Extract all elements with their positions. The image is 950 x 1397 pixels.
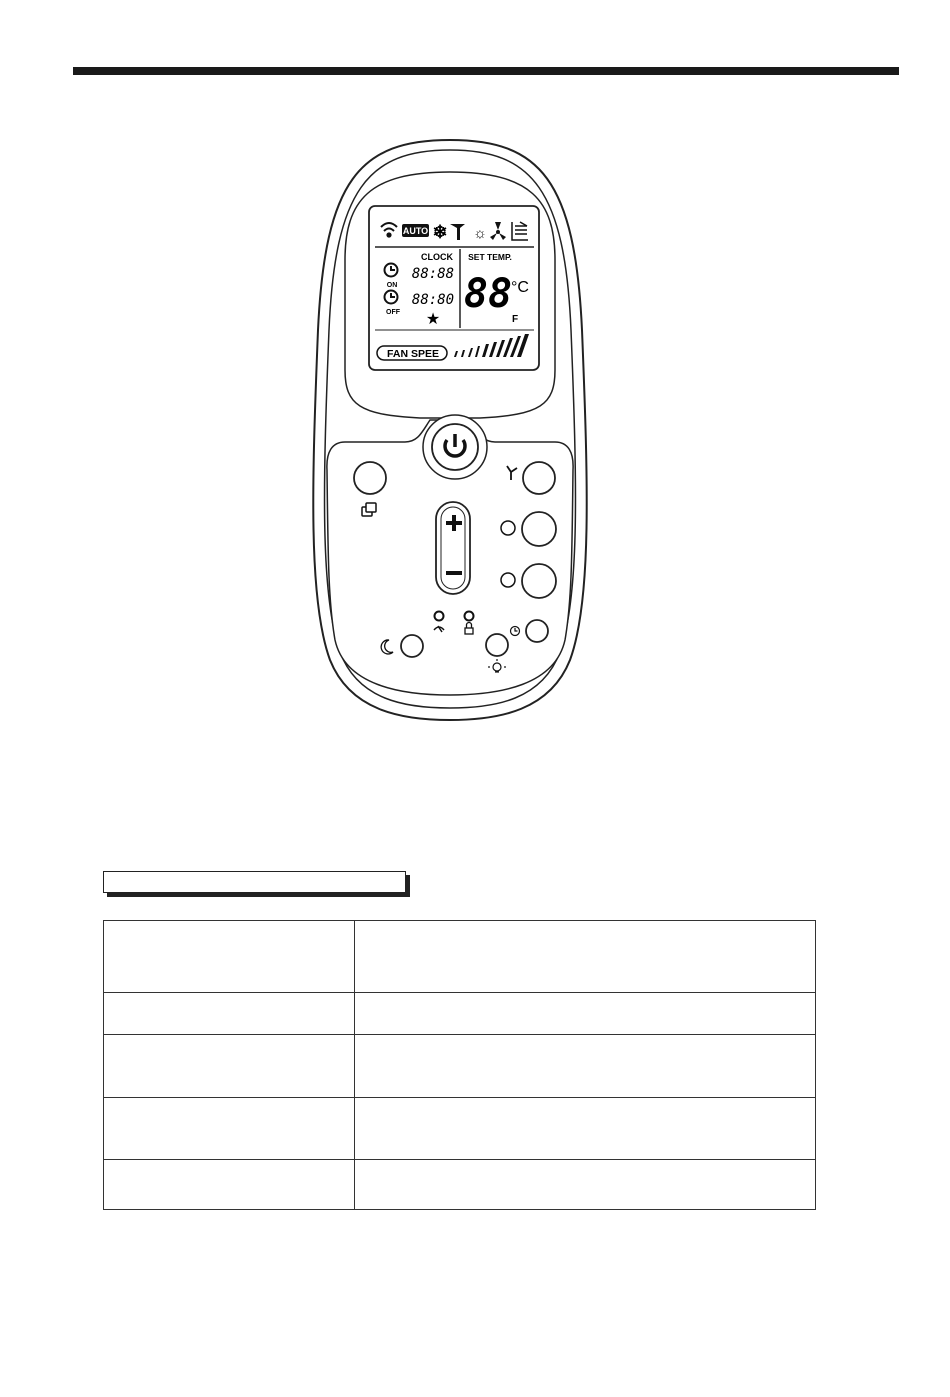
timer-off-label: OFF xyxy=(386,309,400,316)
temp-digits: 88 xyxy=(463,271,513,317)
table-row xyxy=(104,921,816,993)
table-cell-key xyxy=(104,1035,355,1098)
table-cell-value xyxy=(355,1035,816,1098)
table-row xyxy=(104,1160,816,1210)
timer-on-button[interactable] xyxy=(522,512,556,546)
table-cell-key xyxy=(104,993,355,1035)
table-cell-value xyxy=(355,1160,816,1210)
clock-time-on: 88:88 xyxy=(411,266,455,282)
auto-badge-text: AUTO xyxy=(402,226,429,236)
reset-button[interactable] xyxy=(435,612,444,621)
clock-label: CLOCK xyxy=(421,252,453,262)
table-cell-value xyxy=(355,921,816,993)
spec-table xyxy=(103,920,816,1210)
light-button[interactable] xyxy=(486,634,508,656)
section-header-box xyxy=(103,871,406,893)
table-cell-key xyxy=(104,921,355,993)
fan-speed-button[interactable] xyxy=(523,462,555,494)
clock-time-off: 88:80 xyxy=(411,292,455,308)
sun-heat-icon: ☼ xyxy=(473,225,487,242)
sleep-star-icon: ★ xyxy=(425,311,441,328)
table-row xyxy=(104,993,816,1035)
snowflake-cool-icon: ❄ xyxy=(432,222,448,242)
temp-unit-f: F xyxy=(511,314,519,325)
clock-button[interactable] xyxy=(526,620,548,642)
timer-off-button[interactable] xyxy=(522,564,556,598)
fan-speed-label: FAN SPEE xyxy=(387,348,439,360)
temp-unit-c: °C xyxy=(511,279,529,296)
table-row xyxy=(104,1098,816,1160)
set-temp-label: SET TEMP. xyxy=(468,252,512,262)
timer-on-label: ON xyxy=(386,282,398,289)
table-row xyxy=(104,1035,816,1098)
table-cell-value xyxy=(355,1098,816,1160)
sleep-button[interactable] xyxy=(401,635,423,657)
lock-button[interactable] xyxy=(465,612,474,621)
table-cell-value xyxy=(355,993,816,1035)
table-cell-key xyxy=(104,1160,355,1210)
table-cell-key xyxy=(104,1098,355,1160)
mode-button[interactable] xyxy=(354,462,386,494)
temp-down-button[interactable] xyxy=(446,571,462,575)
